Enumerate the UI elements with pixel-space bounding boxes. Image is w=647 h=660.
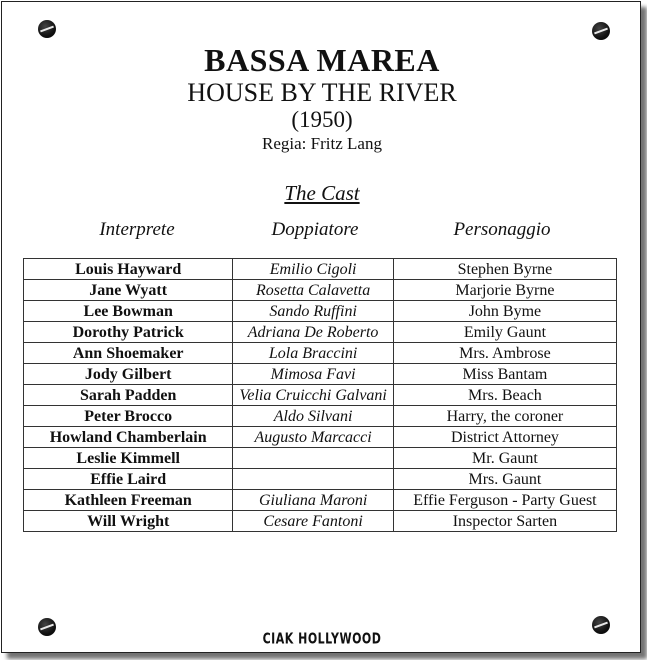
character-cell: Effie Ferguson - Party Guest — [393, 490, 616, 511]
screw-icon — [38, 20, 56, 38]
dubber-cell: Adriana De Roberto — [233, 322, 393, 343]
table-row — [24, 448, 617, 469]
table-row — [24, 364, 617, 385]
director-credit: Regia: Fritz Lang — [262, 134, 382, 153]
character-cell: Mrs. Gaunt — [393, 469, 616, 490]
column-header-dubber: Doppiatore — [271, 219, 359, 240]
actor-cell: Kathleen Freeman — [24, 490, 233, 511]
actor-cell: Ann Shoemaker — [24, 343, 233, 364]
character-cell: John Byme — [393, 301, 616, 322]
dubber-cell: Velia Cruicchi Galvani — [233, 385, 393, 406]
table-row — [24, 343, 617, 364]
actor-cell: Effie Laird — [24, 469, 233, 490]
actor-cell: Sarah Padden — [24, 385, 233, 406]
dubber-cell: Giuliana Maroni — [233, 490, 393, 511]
character-cell: Mrs. Ambrose — [393, 343, 616, 364]
actor-cell: Peter Brocco — [24, 406, 233, 427]
actor-cell: Lee Bowman — [24, 301, 233, 322]
table-row — [24, 490, 617, 511]
character-cell: Emily Gaunt — [393, 322, 616, 343]
cast-table — [23, 258, 617, 532]
character-cell: Miss Bantam — [393, 364, 616, 385]
character-cell: Marjorie Byrne — [393, 280, 616, 301]
character-cell: District Attorney — [393, 427, 616, 448]
actor-cell: Howland Chamberlain — [24, 427, 233, 448]
dubber-cell — [233, 469, 393, 490]
character-cell: Mrs. Beach — [393, 385, 616, 406]
italian-title: BASSA MAREA — [204, 42, 440, 78]
dubber-cell: Rosetta Calavetta — [233, 280, 393, 301]
table-row — [24, 322, 617, 343]
dubber-cell: Aldo Silvani — [233, 406, 393, 427]
actor-cell: Jane Wyatt — [24, 280, 233, 301]
table-row — [24, 427, 617, 448]
actor-cell: Will Wright — [24, 511, 233, 532]
column-header-actor: Interprete — [99, 219, 175, 240]
character-cell: Inspector Sarten — [393, 511, 616, 532]
cast-heading: The Cast — [284, 181, 360, 205]
dubber-cell: Augusto Marcacci — [233, 427, 393, 448]
table-row — [24, 406, 617, 427]
screw-icon — [592, 22, 610, 40]
table-row — [24, 511, 617, 532]
character-cell: Mr. Gaunt — [393, 448, 616, 469]
table-row — [24, 280, 617, 301]
dubber-cell: Cesare Fantoni — [233, 511, 393, 532]
table-row — [24, 469, 617, 490]
release-year: (1950) — [291, 107, 353, 132]
actor-cell: Dorothy Patrick — [24, 322, 233, 343]
dubber-cell — [233, 448, 393, 469]
dubber-cell: Lola Braccini — [233, 343, 393, 364]
column-header-character: Personaggio — [453, 219, 551, 240]
ciak-hollywood-logo: CIAK HOLLYWOOD — [262, 629, 382, 648]
table-row — [24, 385, 617, 406]
dubber-cell: Emilio Cigoli — [233, 259, 393, 280]
table-row — [24, 301, 617, 322]
character-cell: Harry, the coroner — [393, 406, 616, 427]
original-title: HOUSE BY THE RIVER — [187, 78, 457, 107]
dubber-cell: Mimosa Favi — [233, 364, 393, 385]
actor-cell: Jody Gilbert — [24, 364, 233, 385]
actor-cell: Leslie Kimmell — [24, 448, 233, 469]
cast-plaque — [1, 1, 641, 653]
character-cell: Stephen Byrne — [393, 259, 616, 280]
table-row — [24, 259, 617, 280]
dubber-cell: Sando Ruffini — [233, 301, 393, 322]
actor-cell: Louis Hayward — [24, 259, 233, 280]
